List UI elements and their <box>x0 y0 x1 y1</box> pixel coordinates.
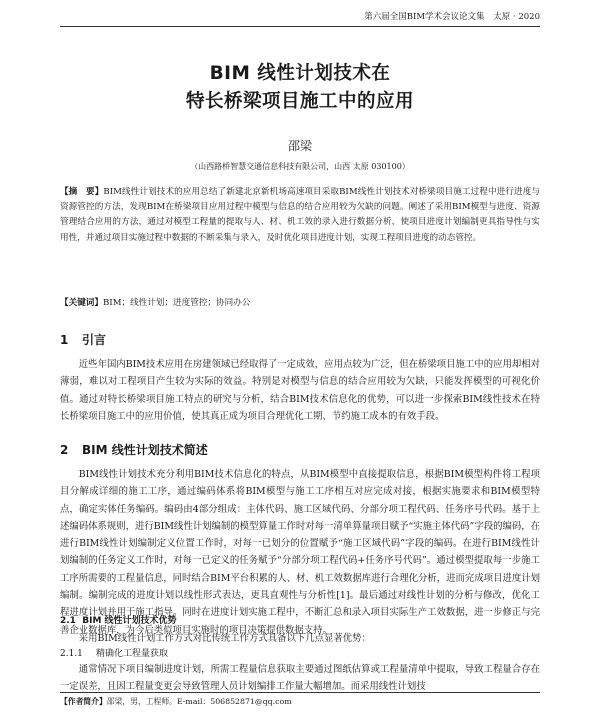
title-line-2: 特长桥梁项目施工中的应用 <box>185 91 414 112</box>
section-2-heading <box>60 442 208 458</box>
section-2-number: 2 <box>60 443 69 457</box>
title-line-1: BIM 线性计划技术在 <box>209 63 391 84</box>
subsection-2-1-1-number: 2.1.1 <box>60 649 83 659</box>
paper-title <box>0 60 600 116</box>
section-1-paragraph: 近些年国内BIM技术应用在房建领域已经取得了一定成效，应用点较为广泛，但在桥梁项目施工中的应用却相对薄弱，难以对工程项目产生较为实际的效益。特别是对模型与信息的结合应用较为欠缺，只能发挥模型的可视化价值。通过对特长桥梁项目施工特点的研究与分析，结合BIM技术信息化的优势，可以进一步探索BIM线性技术在特长桥梁项目施工中的应用价值，使其真正成为项目合理优化工期、节约施工成本的有效手段。 <box>60 359 540 422</box>
subsection-2-1-paragraph: 采用BIM线性计划工作方式对比传统工作方式具备以下几点显著优势： <box>78 633 371 644</box>
subsection-2-1-1-title: 精确化工程量获取 <box>96 649 169 659</box>
author: 邵梁 <box>287 139 312 153</box>
subsection-2-1-heading <box>60 614 177 628</box>
section-1-heading <box>60 332 106 348</box>
subsection-2-1-title: BIM 线性计划技术优势 <box>82 616 177 626</box>
subsection-2-1-number: 2.1 <box>60 616 76 626</box>
section-2-title: BIM 线性计划技术简述 <box>82 443 208 457</box>
section-1-number: 1 <box>60 333 69 347</box>
subsection-2-1-1-heading <box>60 647 168 661</box>
section-1-title: 引言 <box>82 333 107 347</box>
subsection-2-1-1-paragraph: 通常情况下项目编制进度计划，所需工程量信息获取主要通过图纸估算或工程量清单中提取，导致工程量合存在一定误差，且因工程量变更会导致管理人员计划编排工作量大幅增加。而采用线性计划技 <box>60 664 540 693</box>
section-2-paragraph: BIM线性计划技术充分利用BIM技术信息化的特点，从BIM模型中直接提取信息，根据BIM模型构件将工程项目分解成详细的施工工序，通过编码体系将BIM模型与施工工序相互对应完成对接，根据实施要求和BIM模型特点，确定实体任务编码。编码由4部分组成：主体代码、施工区域代码、分部分项工程代码、任务序号代码。基于上述编码体系规则，进行BIM线性计划编制的模型算量工作时对每一清单算量项目赋予“实施主体代码”字段的编码，在进行BIM线性计划编制定义位置工作时，对每一已划分的位置赋予“施工区域代码”字段的编码。在进行BIM线性计划编制的任务定义工作时，对每一已定义的任务赋予“分部分项工程代码+任务序号代码”。通过模型提取每一步施工工序所需要的工程量信息，同时结合BIM平台积累的人、材、机工效数据库进行合理化分析，进而完成项目进度计划编制。编制完成的进度计划以线性形式表达，更具直观性与分析性[1]。最后通过对线性计划的分析与修改，优化工程进度计划并用于施工指导。同时在进度计划实施工程中，不断汇总和录入项目实际生产工效数据，进一步修正与完善企业数据库，为今后类似项目实施时的项目决策提供数据支持。 <box>60 469 540 636</box>
footnote-label: 【作者简介】 <box>60 697 107 706</box>
keywords-label: 【关键词】 <box>60 298 103 308</box>
running-header <box>60 10 540 27</box>
keywords-text: BIM；线性计划；进度管控；协同办公 <box>102 298 251 308</box>
abstract-label: 【摘 要】 <box>60 187 104 197</box>
affiliation: （山西路桥智慧交通信息科技有限公司，山西 太原 030100） <box>190 162 410 171</box>
conference-location: 太原 · 2020 <box>493 12 540 22</box>
conference-name: 第六届全国BIM学术会议论文集 <box>364 12 485 22</box>
author-footnote <box>60 692 540 709</box>
abstract <box>60 185 540 246</box>
keywords <box>60 296 540 310</box>
abstract-text: BIM线性计划技术的应用总结了新建北京新机场高速项目采取BIM线性计划技术对桥梁项目施工过程中进行进度与资源管控的方法，发现BIM在桥梁项目应用过程中模型与信息的结合应用较为欠缺的问题。阐述了采用BIM模型与进度、资源管理结合应用的方法，通过对模型工程量的提取与人、材、机工效的录入进行数据分析，使项目进度计划编制更具指导性与实用性，并通过项目实施过程中数据的不断采集与录入，及时优化项目进度计划，实现工程项目进度的动态管控。 <box>60 187 540 243</box>
footnote-text: 邵梁，男，工程师。E-mail：506852871@qq.com <box>106 697 292 706</box>
